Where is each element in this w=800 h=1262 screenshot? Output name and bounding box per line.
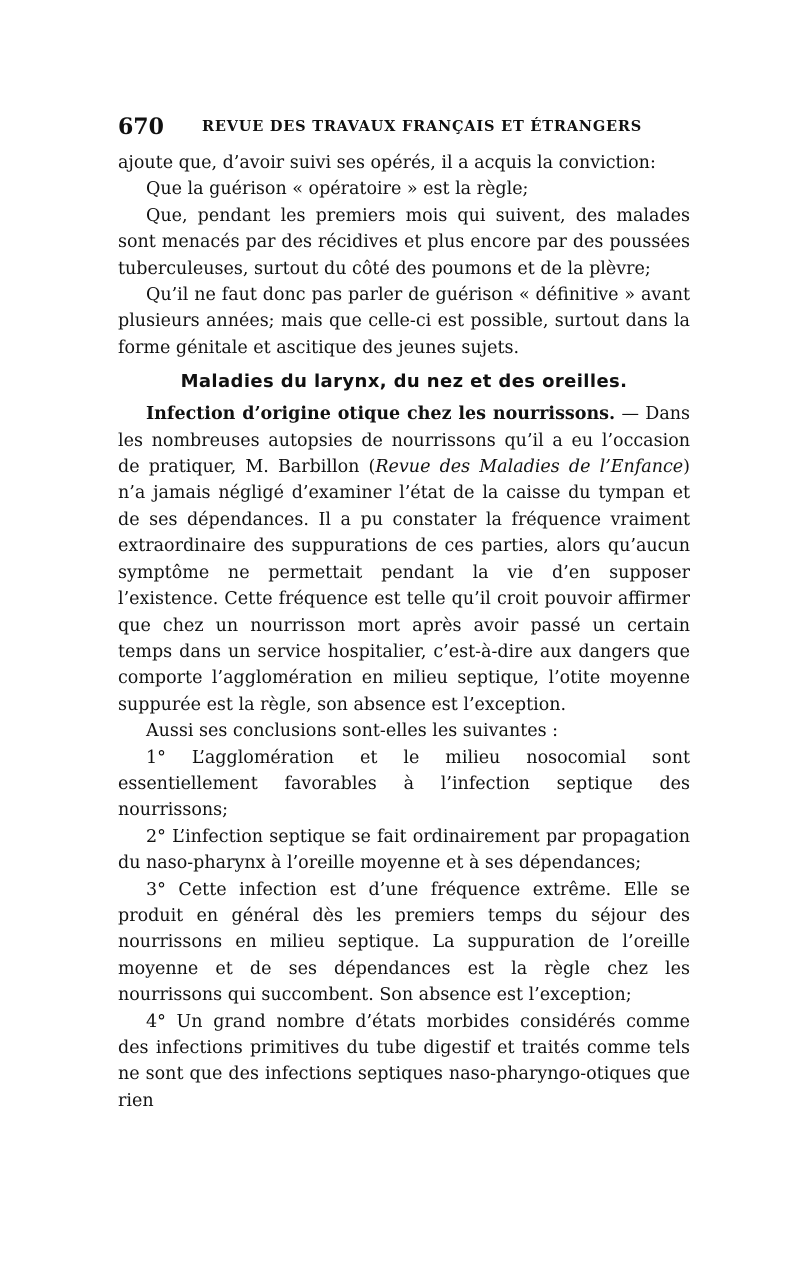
- intro-text-part1: — Dans les nombreuses autopsies de nourrissons qu’il a eu l’occasion de pratiquer, M. Barbillon (: [118, 404, 691, 478]
- conclusion-item: 3° Cette infection est d’une fréquence extrême. Elle se produit en général dès les premiers temps du séjour des nourrissons en milieu septique. La suppuration de l’oreille moyenne et de ses dépendances est la règle chez les nourrissons qui succombent. Son absence est l’exception;: [118, 879, 690, 1006]
- conclusion-item: 1° L’agglomération et le milieu nosocomial sont essentiellement favorables à l’infection septique des nourrissons;: [118, 747, 690, 821]
- paragraph-continuation: ajoute que, d’avoir suivi ses opérés, il a acquis la conviction:: [118, 153, 656, 173]
- running-head: [118, 114, 692, 144]
- paragraph-guerison: Que la guérison « opératoire » est la règle;: [146, 179, 529, 200]
- paragraph-recidives: Que, pendant les premiers mois qui suivent, des malades sont menacés par des récidives et plus encore par des poussées tuberculeuses, surtout du côté des poumons et de la plèvre;: [118, 205, 690, 279]
- body-text: [118, 150, 690, 1114]
- paragraph-infection-otique: [118, 401, 690, 718]
- conclusion-item: 4° Un grand nombre d’états morbides considérés comme des infections primitives du tube digestif et traités comme tels ne sont que des infections septiques naso-pharyngo-otiques que rien: [118, 1011, 690, 1111]
- conclusion-item: 2° L’infection septique se fait ordinairement par propagation du naso-pharynx à l’oreille moyenne et à ses dépendances;: [118, 826, 690, 874]
- running-title: REVUE DES TRAVAUX FRANÇAIS ET ÉTRANGERS: [202, 118, 642, 135]
- intro-text-part2: ) n’a jamais négligé d’examiner l’état de la caisse du tympan et de ses dépendances. Il a pu constater la fréquence vraiment extraordinaire des suppurations de ces parties, alors qu’aucun symptôme ne permettait pendant la vie d’en supposer l’existence. Cette fréquence est telle qu’il croit pouvoir affirmer que chez un nourrisson mort après avoir passé un certain temps dans un service hospitalier, c’est-à-dire aux dangers que comporte l’agglomération en milieu septique, l’otite moyenne suppurée est la règle, son absence est l’exception.: [118, 457, 690, 715]
- section-heading: Maladies du larynx, du nez et des oreilles.: [180, 371, 628, 393]
- paragraph-definitive: Qu’il ne faut donc pas parler de guérison « définitive » avant plusieurs années; mais que celle-ci est possible, surtout dans la forme génitale et ascitique des jeunes sujets.: [118, 285, 690, 358]
- paragraph-conclusions-intro: Aussi ses conclusions sont-elles les suivantes :: [146, 721, 559, 742]
- journal-title: Revue des Maladies de l’Enfance: [375, 457, 684, 478]
- page-number: 670: [118, 114, 164, 140]
- article-subheading: Infection d’origine otique chez les nourrissons.: [146, 404, 616, 425]
